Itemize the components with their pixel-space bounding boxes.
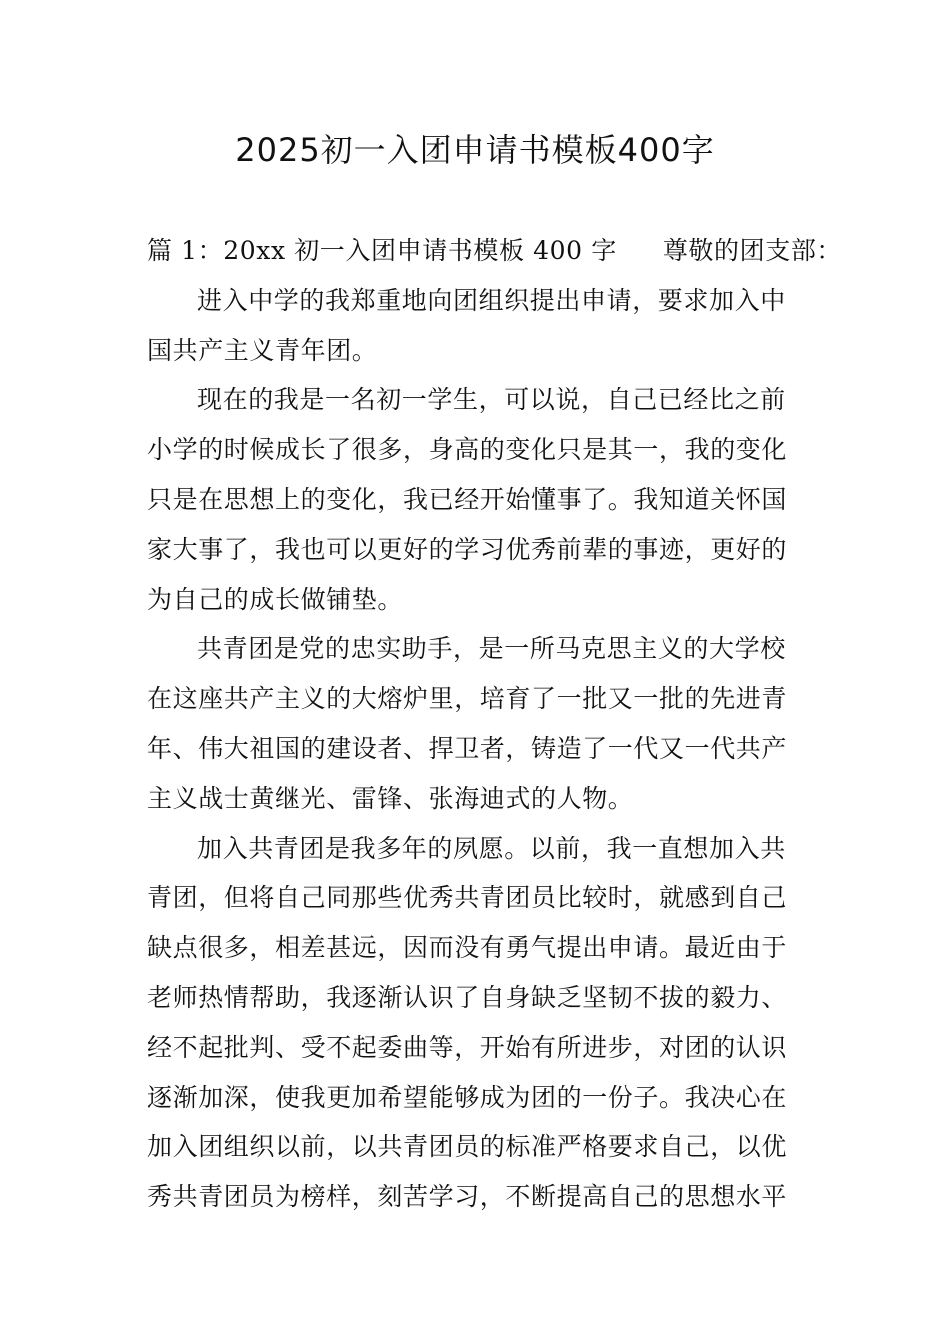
text-line: 主义战士黄继光、雷锋、张海迪式的人物。 <box>147 783 634 813</box>
text-line: 逐渐加深，使我更加希望能够成为团的一份子。我决心在 <box>147 1082 788 1112</box>
text-line: 进入中学的我郑重地向团组织提出申请，要求加入中 <box>197 285 786 315</box>
text-line: 国共产主义青年团。 <box>147 335 378 365</box>
text-line: 缺点很多，相差甚远，因而没有勇气提出申请。最近由于 <box>147 933 788 963</box>
text-line: 只是在思想上的变化，我已经开始懂事了。我知道关怀国 <box>147 484 788 514</box>
heading-line <box>147 226 843 276</box>
text-line: 共青团是党的忠实助手，是一所马克思主义的大学校 <box>197 634 786 664</box>
text-line: 青团，但将自己同那些优秀共青团员比较时，就感到自己 <box>147 883 788 913</box>
text-line: 家大事了，我也可以更好的学习优秀前辈的事迹，更好的 <box>147 534 788 564</box>
text-line: 加入团组织以前，以共青团员的标准严格要求自己，以优 <box>147 1132 788 1162</box>
salutation: 尊敬的团支部： <box>662 236 843 265</box>
text-line: 老师热情帮助，我逐渐认识了自身缺乏坚韧不拔的毅力、 <box>147 982 788 1012</box>
text-line: 现在的我是一名初一学生，可以说，自己已经比之前 <box>197 385 786 415</box>
text-line: 小学的时候成长了很多，身高的变化只是其一，我的变化 <box>147 435 788 465</box>
document-title: 2025初一入团申请书模板400字 <box>235 131 715 169</box>
text-line: 年、伟大祖国的建设者、捍卫者，铸造了一代又一代共产 <box>147 733 788 763</box>
text-line: 加入共青团是我多年的夙愿。以前，我一直想加入共 <box>197 833 786 863</box>
document-body <box>147 226 843 1222</box>
article-heading: 篇 1：20xx 初一入团申请书模板 400 字 <box>147 236 617 265</box>
text-line: 经不起批判、受不起委曲等，开始有所进步，对团的认识 <box>147 1032 788 1062</box>
text-line: 在这座共产主义的大熔炉里，培育了一批又一批的先进青 <box>147 684 788 714</box>
text-line: 为自己的成长做铺垫。 <box>147 584 404 614</box>
text-line: 秀共青团员为榜样，刻苦学习，不断提高自己的思想水平 <box>147 1182 788 1212</box>
